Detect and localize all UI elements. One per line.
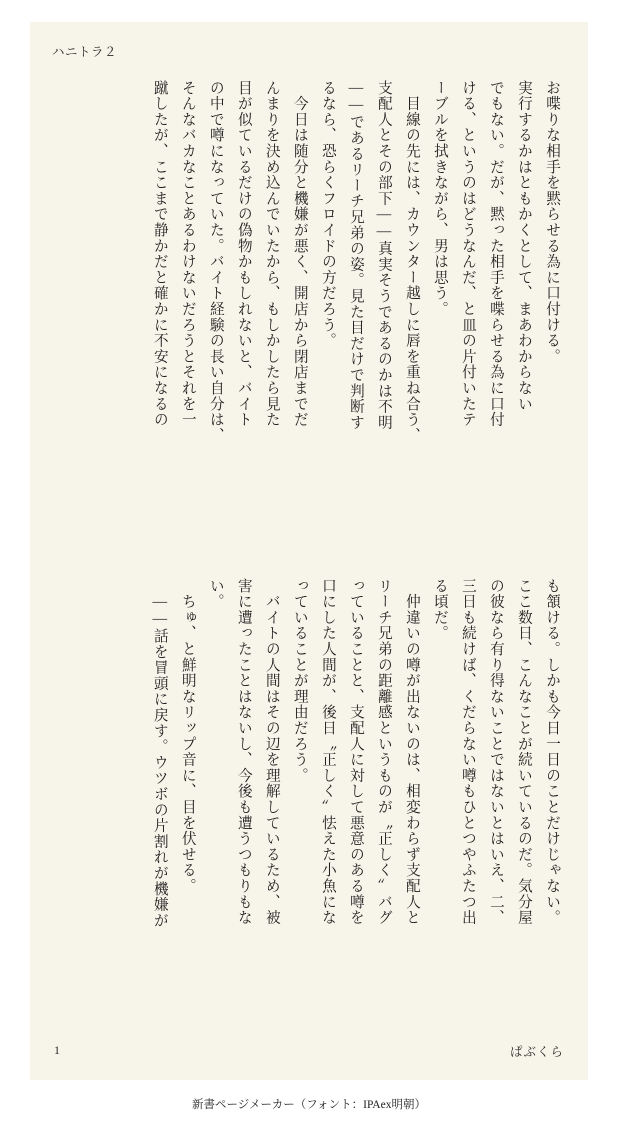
body-line: も頷ける。しかも今日一日のことだけじゃない。 bbox=[544, 578, 560, 926]
body-line: るなら、恐らくフロイドの方だろう。 bbox=[319, 80, 336, 349]
body-line: 支配人とその部下――真実そうであるのかは不明 bbox=[375, 80, 392, 431]
body-line: バイトの人間はその辺を理解しているため、被 bbox=[263, 578, 280, 926]
body-line: リーチ兄弟の距離感というものが〝正しく〟バグ bbox=[375, 578, 392, 926]
body-line: の中で噂になっていた。バイト経験の長い自分は、 bbox=[207, 80, 224, 444]
page-number: 1 bbox=[54, 1043, 60, 1057]
body-line: んまりを決め込んでいたから、もしかしたら見た bbox=[263, 80, 280, 428]
body-line: ちゅ、と鮮明なリップ音に、目を伏せる。 bbox=[179, 578, 196, 894]
body-line: 目線の先には、カウンター越しに唇を重ね合う、 bbox=[403, 80, 420, 444]
page-sheet bbox=[30, 22, 588, 1080]
body-line: 害に遭ったことはないし、今後も遭うつもりもな bbox=[235, 578, 252, 926]
body-line: っていることと、支配人に対して悪意のある噂を bbox=[347, 578, 364, 926]
body-line: ける、というのはどうなんだ、と皿の片付いたテ bbox=[459, 80, 476, 428]
body-line: 仲違いの噂が出ないのは、相変わらず支配人と bbox=[403, 578, 420, 926]
body-line: 今日は随分と機嫌が悪く、開店から閉店までだ bbox=[291, 80, 308, 428]
body-line: ――であるリーチ兄弟の姿。見た目だけで判断す bbox=[347, 80, 364, 431]
body-line: でもない。だが、黙った相手を喋らせる為に口付 bbox=[487, 80, 504, 428]
page-header-title: ハニトラ２ bbox=[52, 45, 118, 59]
body-line: ーブルを拭きながら、男は思う。 bbox=[431, 80, 448, 317]
body-line: ――話を冒頭に戻す。ウツボの片割れが機嫌が bbox=[151, 578, 168, 929]
body-text-lower-block bbox=[146, 578, 566, 1006]
body-text-upper-block bbox=[146, 80, 566, 545]
body-line: 口にした人間が、後日〝正しく〟怯えた小魚にな bbox=[319, 578, 336, 926]
body-line: 蹴したが、ここまで静かだと確かに不安になるの bbox=[151, 80, 168, 428]
body-line: 目が似ているだけの偽物かもしれないと、バイト bbox=[235, 80, 252, 428]
body-line: そんなバカなことあるわけないだろうとそれを一 bbox=[179, 80, 196, 428]
body-line: っていることが理由だろう。 bbox=[291, 578, 308, 784]
body-line: 実行するかはともかくとして、まあわからない bbox=[515, 80, 532, 412]
body-line: い。 bbox=[207, 578, 224, 610]
publisher-brand: ぱぶくら bbox=[509, 1045, 564, 1059]
body-line: る頃だ。 bbox=[431, 578, 448, 642]
body-line: ここ数日、こんなことが続いているのだ。気分屋 bbox=[515, 578, 532, 926]
body-line: の彼なら有り得ないことではないとはいえ、二、 bbox=[487, 578, 504, 926]
generator-caption: 新書ページメーカー（フォント：IPAex明朝） bbox=[192, 1099, 426, 1111]
body-line: 三日も続けば、くだらない噂もひとつやふたつ出 bbox=[459, 578, 476, 926]
body-line: お喋りな相手を黙らせる為に口付ける。 bbox=[544, 80, 560, 365]
